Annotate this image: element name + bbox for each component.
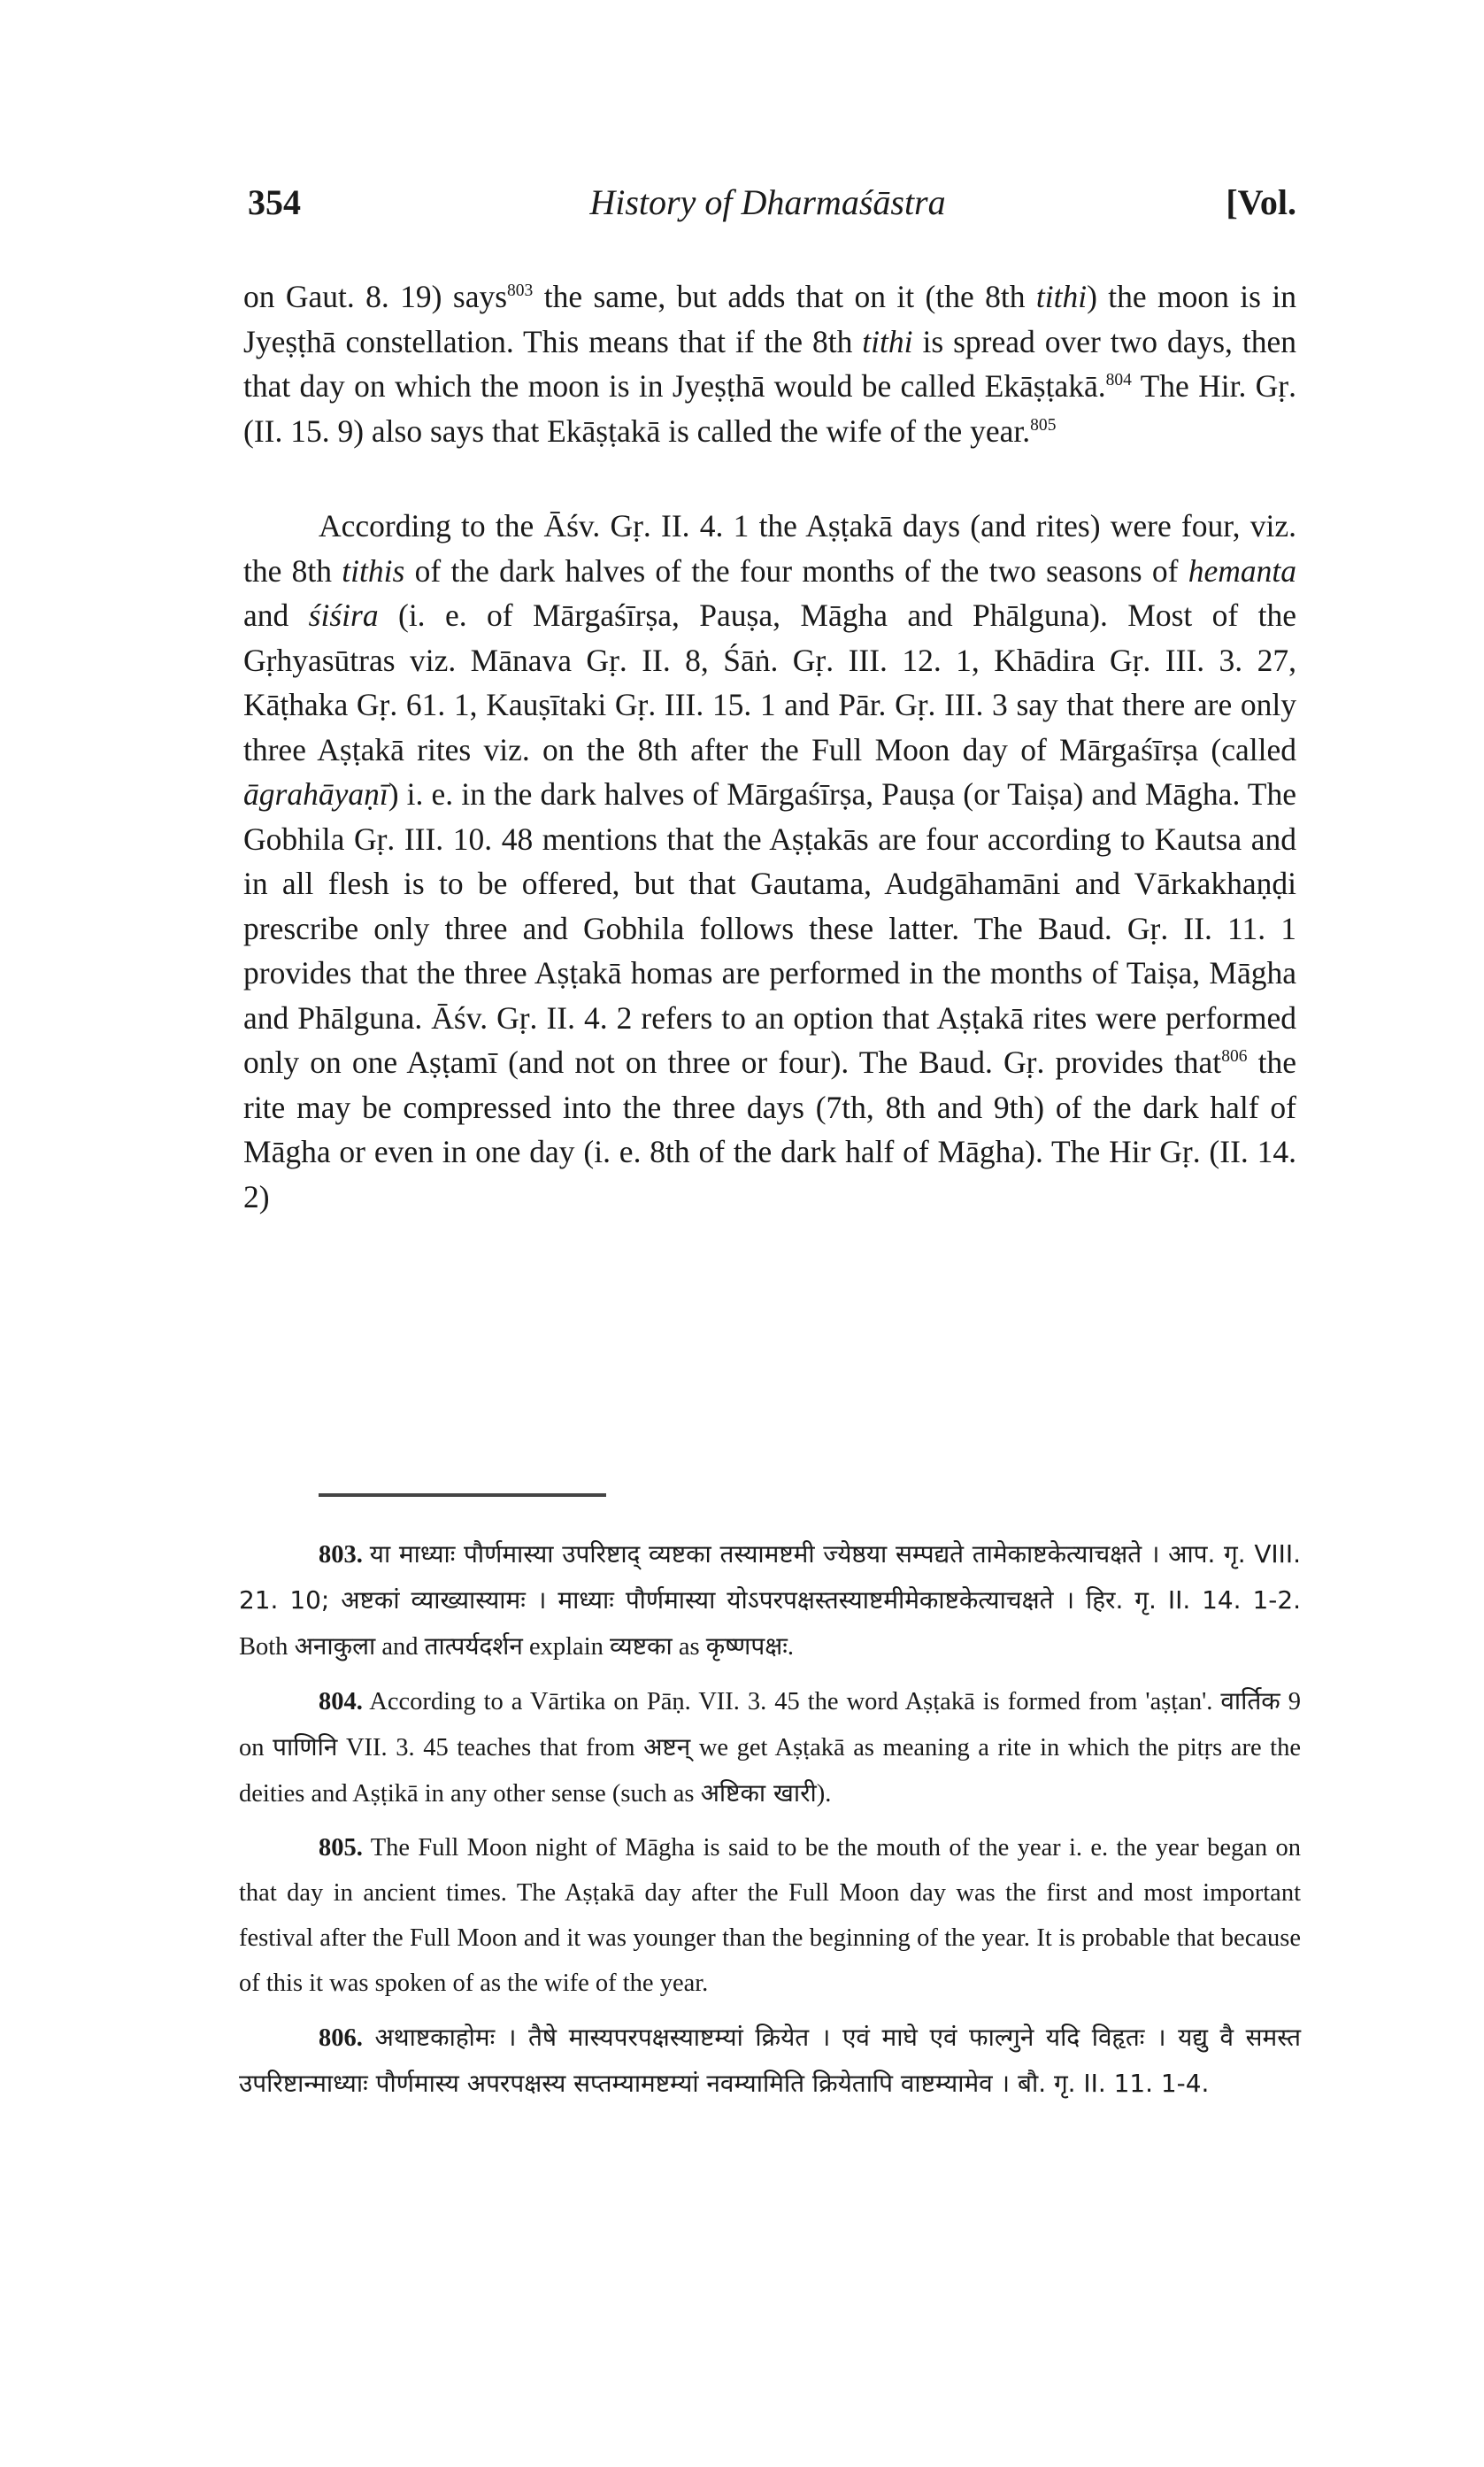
footnote-804: 804. According to a Vārtika on Pāṇ. VII. 3. 45 the word Aṣṭakā is formed from 'aṣṭan'. वार्तिक 9 on पाणिनि VII. 3. 45 teaches that from अष्टन् we get Aṣṭakā as meaning a rite in which the pitṛs are the deities and Aṣṭikā in any other sense (such as अष्टिका खारी). [239,1686,1302,1808]
footnote-806: 806. अथाष्टकाहोमः । तैषे मास्यपरपक्षस्याष्टम्यां क्रियेत । एवं माघे एवं फाल्गुने यदि विहृतः । यद्यु वै समस्त उपरिष्टान्माध्याः पौर्णमास्य अपरपक्षस्य सप्तम्यामष्टम्यां नवम्यामिति क्रियेतापि वाष्टम्यामेव । बौ. गृ. II. 11. 1-4. [239,2023,1301,2098]
page-number: 354 [248,182,301,222]
footnote-ref-803: 803 [507,281,534,301]
main-text [243,274,1296,1219]
footnote-ref-805: 805 [1030,415,1057,435]
footnote-separator [319,1493,606,1497]
page-header [239,181,1296,235]
footnote-ref-806: 806 [1221,1047,1248,1067]
footnote-ref-804: 804 [1105,371,1132,390]
paragraph-1: on Gaut. 8. 19) says$^{803}$ the same, but adds that on it (the 8th tithi) the moon is in Jyeṣṭhā constellation. This means that if the 8th tithi is spread over two days, then that day on which the moon is in Jyeṣṭhā would be called Ekāṣṭakā.$^{804}$ The Hir. Gṛ. (II. 15. 9) also says that Ekāṣṭakā is called the wife of the year.$^{805}$ [243,279,1296,449]
footnote-805: 805. The Full Moon night of Māgha is said to be the mouth of the year i. e. the year began on that day in ancient times. The Aṣṭakā day after the Full Moon day was the first and most important festival after the Full Moon and it was younger than the beginning of the year. It is probable that because of this it was spoken of as the wife of the year. [239,1834,1301,1997]
running-title: History of Dharmaśāstra [589,182,946,222]
footnote-803: 803. या माध्याः पौर्णमास्या उपरिष्टाद् व्यष्टका तस्यामष्टमी ज्येष्ठया सम्पद्यते तामेकाष्टकेत्याचक्षते । आप. गृ. VIII. 21. 10; अष्टकां व्याख्यास्यामः । माध्याः पौर्णमास्या योऽपरपक्षस्तस्याष्टमीमेकाष्टकेत्याचक्षते । हिर. गृ. II. 14. 1-2. Both अनाकुला and तात्पर्यदर्शन explain व्यष्टका as कृष्णपक्षः. [239,1539,1301,1661]
footnotes [239,1531,1301,2116]
paragraph-2: According to the Āśv. Gṛ. II. 4. 1 the Aṣṭakā days (and rites) were four, viz. the 8th tithis of the dark halves of the four months of the two seasons of hemanta and śiśira (i. e. of Mārgaśīrṣa, Pauṣa, Māgha and Phālguna). Most of the Gṛhyasūtras viz. Mānava Gṛ. II. 8, Śāṅ. Gṛ. III. 12. 1, Khādira Gṛ. III. 3. 27, Kāṭhaka Gṛ. 61. 1, Kauṣītaki Gṛ. III. 15. 1 and Pār. Gṛ. III. 3 say that there are only three Aṣṭakā rites viz. on the 8th after the Full Moon day of Mārgaśīrṣa (called āgrahāyaṇī) i. e. in the dark halves of Mārgaśīrṣa, Pauṣa (or Taiṣa) and Māgha. The Gobhila Gṛ. III. 10. 48 mentions that the Aṣṭakās are four according to Kautsa and in all flesh is to be offered, but that Gautama, Audgāhamāni and Vārkakhaṇḍi prescribe only three and Gobhila follows these latter. The Baud. Gṛ. II. 11. 1 provides that the three Aṣṭakā homas are performed in the months of Taiṣa, Māgha and Phālguna. Āśv. Gṛ. II. 4. 2 refers to an option that Aṣṭakā rites were performed only on one Aṣṭamī (and not on three or four). The Baud. Gṛ. provides that$^{806}$ the rite may be compressed into the three days (7th, 8th and 9th) of the dark half of Māgha or even in one day (i. e. 8th of the dark half of Māgha). The Hir Gṛ. (II. 14. 2) [243,508,1297,1214]
volume-label: [Vol. [1226,182,1296,222]
